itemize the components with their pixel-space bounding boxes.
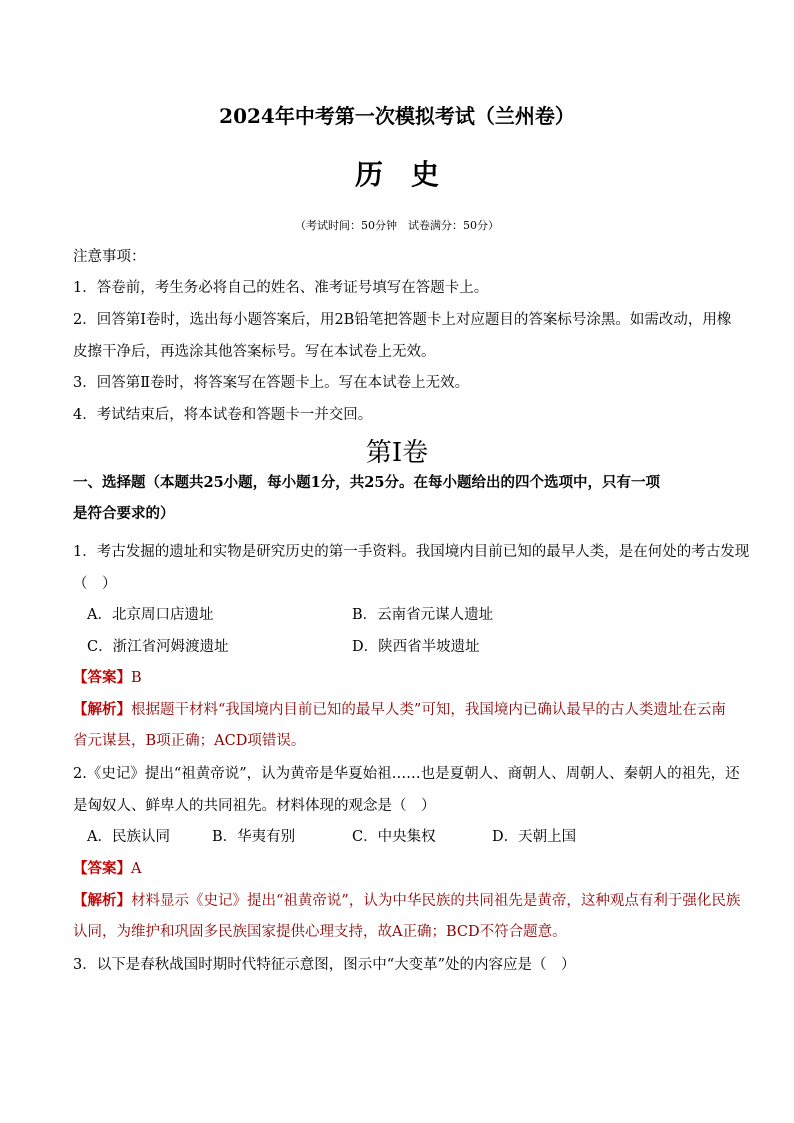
question-1-option-d: D．陕西省半坡遗址 bbox=[352, 639, 480, 655]
question-2-stem: 是匈奴人、鲜卑人的共同祖先。材料体现的观念是（ ） bbox=[73, 798, 436, 814]
analysis-label: 【解析】 bbox=[73, 701, 131, 718]
notice-item: 1．答卷前，考生务必将自己的姓名、准考证号填写在答题卡上。 bbox=[73, 280, 489, 296]
answer-value: B bbox=[131, 670, 142, 686]
question-1-option-b: B．云南省元谋人遗址 bbox=[352, 607, 494, 623]
question-2-option-a: A．民族认同 bbox=[87, 829, 170, 845]
exam-time-info: （考试时间：50分钟 试卷满分：50分） bbox=[295, 219, 499, 232]
exam-title: 2024年中考第一次模拟考试（兰州卷） bbox=[219, 104, 575, 128]
notice-item: 皮擦干净后，再选涂其他答案标号。写在本试卷上无效。 bbox=[73, 344, 436, 360]
question-1-analysis bbox=[73, 700, 726, 720]
question-2-stem: 2.《史记》提出“祖黄帝说”，认为黄帝是华夏始祖……也是夏朝人、商朝人、周朝人、秦朝人的祖先，还 bbox=[73, 766, 740, 782]
notice-item: 4．考试结束后，将本试卷和答题卡一并交回。 bbox=[73, 407, 373, 423]
question-2-option-b: B．华夷有别 bbox=[212, 829, 296, 845]
notice-item: 2．回答第Ⅰ卷时，选出每小题答案后，用2B铅笔把答题卡上对应题目的答案标号涂黑。如需改动，用橡 bbox=[73, 312, 732, 328]
question-2-analysis bbox=[73, 891, 740, 911]
notice-heading: 注意事项： bbox=[73, 249, 146, 265]
question-2-option-d: D．天朝上国 bbox=[492, 829, 577, 845]
question-2-answer bbox=[73, 859, 141, 879]
notice-item: 3．回答第Ⅱ卷时，将答案写在答题卡上。写在本试卷上无效。 bbox=[73, 375, 470, 391]
question-1-analysis-cont: 省元谋县，B项正确；ACD项错误。 bbox=[73, 733, 306, 749]
section-title: 第Ⅰ卷 bbox=[365, 438, 429, 468]
question-1-option-a: A．北京周口店遗址 bbox=[87, 607, 214, 623]
question-2-analysis-cont: 认同，为维护和巩固多民族国家提供心理支持，故A正确；BCD不符合题意。 bbox=[73, 924, 567, 940]
analysis-label: 【解析】 bbox=[73, 892, 131, 909]
subject-title: 历史 bbox=[354, 158, 467, 191]
question-3-stem: 3．以下是春秋战国时期时代特征示意图，图示中“大变革”处的内容应是（ ） bbox=[73, 957, 576, 973]
answer-value: A bbox=[131, 861, 142, 877]
answer-label: 【答案】 bbox=[73, 669, 131, 686]
analysis-text: 根据题干材料“我国境内目前已知的最早人类”可知，我国境内已确认最早的古人类遗址在云南 bbox=[131, 702, 726, 718]
section-instruction: 是符合要求的） bbox=[73, 505, 175, 522]
question-1-stem: 1．考古发掘的遗址和实物是研究历史的第一手资料。我国境内目前已知的最早人类，是在何处的考古发现 bbox=[73, 544, 750, 560]
question-1-option-c: C．浙江省河姆渡遗址 bbox=[87, 639, 229, 655]
question-1-stem: （ ） bbox=[73, 576, 117, 592]
analysis-text: 材料显示《史记》提出“祖黄帝说”，认为中华民族的共同祖先是黄帝，这种观点有利于强化民族 bbox=[131, 893, 741, 909]
answer-label: 【答案】 bbox=[73, 860, 131, 877]
question-1-answer bbox=[73, 668, 142, 688]
section-instruction: 一、选择题（本题共25小题，每小题1分，共25分。在每小题给出的四个选项中，只有一项 bbox=[73, 474, 660, 491]
question-2-option-c: C．中央集权 bbox=[352, 829, 436, 845]
